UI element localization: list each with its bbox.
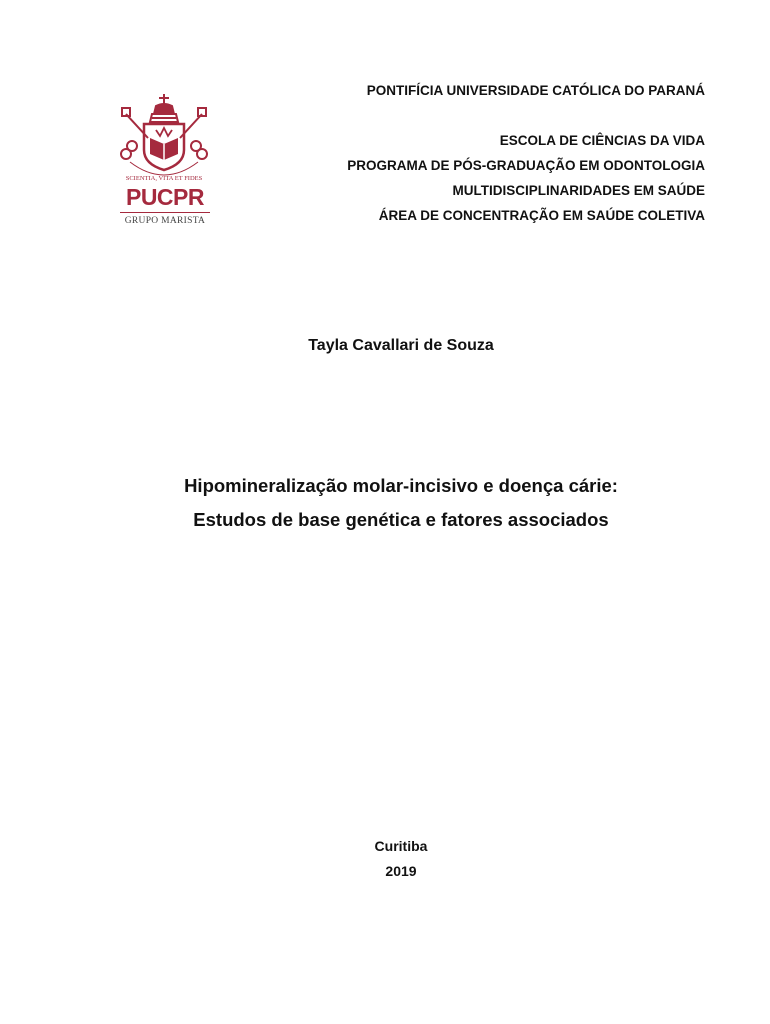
place-and-date bbox=[0, 834, 770, 884]
university-logo bbox=[112, 92, 216, 232]
city: Curitiba bbox=[374, 838, 428, 854]
program-name: PROGRAMA DE PÓS-GRADUAÇÃO EM ODONTOLOGIA bbox=[347, 158, 705, 173]
school-name: ESCOLA DE CIÊNCIAS DA VIDA bbox=[499, 133, 705, 148]
research-line: MULTIDISCIPLINARIDADES EM SAÚDE bbox=[452, 183, 705, 198]
logo-group-name: GRUPO MARISTA bbox=[124, 216, 206, 226]
coat-of-arms-icon bbox=[112, 92, 216, 184]
thesis-title bbox=[0, 469, 770, 537]
university-name: PONTIFÍCIA UNIVERSIDADE CATÓLICA DO PARANÁ bbox=[366, 83, 705, 98]
logo-divider bbox=[120, 212, 210, 213]
title-line-1: Hipomineralização molar-incisivo e doença cárie: bbox=[184, 475, 618, 496]
author-name: Tayla Cavallari de Souza bbox=[308, 337, 494, 354]
logo-motto: SCIENTIA, VITA ET FIDES bbox=[125, 175, 203, 182]
institution-header bbox=[347, 78, 705, 228]
logo-wordmark: PUCPR bbox=[125, 184, 204, 210]
year: 2019 bbox=[385, 863, 417, 879]
title-line-2: Estudos de base genética e fatores associados bbox=[193, 509, 609, 530]
concentration-area: ÁREA DE CONCENTRAÇÃO EM SAÚDE COLETIVA bbox=[378, 208, 705, 223]
